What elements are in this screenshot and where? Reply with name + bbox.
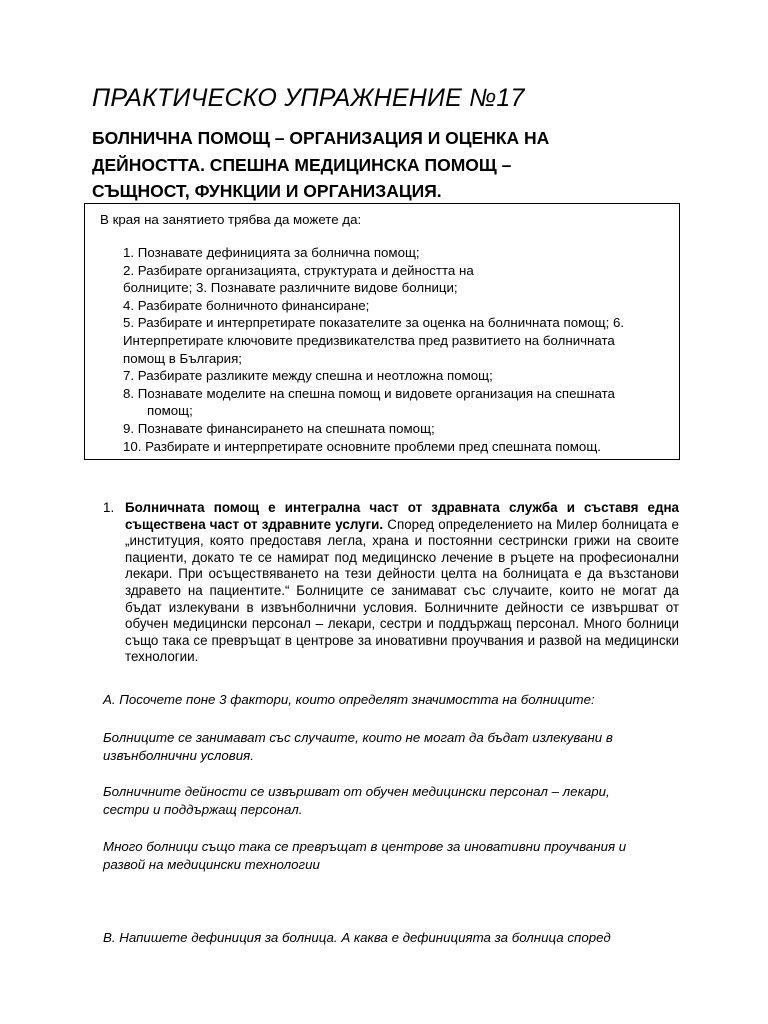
objective-line: 9. Познавате финансирането на спешната помощ;: [123, 420, 435, 436]
answer-line: Много болници също така се превръщат в центрове за иновативни проучвания и: [103, 839, 627, 854]
objective-line: помощ в България;: [123, 350, 242, 366]
section-1-body: Според определението на Милер болницата е „институция, която предоставя легла, храна и постоянни сестрински грижи на своите пациенти, докато те се намират под медицинско лечение в ръцете на професионални лекари. При осъществяването на тези дейности целта на болницата е да възстанови здравето на пациентите.“ Болниците се занимават със случаите, които не могат да бъдат излекувани в извънболнични условия. Болничните дейности се извършват от обучен медицински персонал – лекари, сестри и поддържащ персонал. Много болници също така се превръщат в центрове за иновативни проучвания и развой на медицински технологии.: [125, 516, 679, 665]
topic-heading-line: ДЕЙНОСТТА. СПЕШНА МЕДИЦИНСКА ПОМОЩ –: [92, 154, 512, 175]
section-number: 1.: [103, 500, 115, 515]
answer-line: Болничните дейности се извършват от обучен медицински персонал – лекари,: [103, 784, 610, 799]
learning-objectives-box: [84, 203, 680, 460]
section-1: [103, 500, 679, 666]
topic-heading: [92, 125, 652, 205]
objectives-list: [123, 244, 679, 455]
objective-line: 10. Разбирате и интерпретирате основните проблеми пред спешната помощ.: [123, 438, 601, 454]
objectives-intro: В края на занятието трябва да можете да:: [100, 212, 362, 227]
section-1-lead: Болничната помощ е интегрална част от здравната служба и съставя една съществена част от здравните услуги.: [125, 500, 679, 532]
answer-1: [103, 729, 683, 765]
question-a: А. Посочете поне 3 фактори, които определят значимостта на болниците:: [103, 692, 595, 707]
objective-line: болниците; 3. Познавате различните видове болници;: [123, 280, 458, 296]
topic-heading-line: СЪЩНОСТ, ФУНКЦИИ И ОРГАНИЗАЦИЯ.: [92, 181, 442, 201]
answer-2: [103, 783, 683, 819]
answer-line: сестри и поддържащ персонал.: [103, 802, 303, 817]
answer-line: Болниците се занимават със случаите, които не могат да бъдат излекувани в: [103, 730, 613, 745]
answer-line: развой на медицински технологии: [103, 857, 320, 872]
objective-line: помощ;: [147, 403, 193, 419]
objective-line: 2. Разбирате организацията, структурата и дейността на: [123, 262, 474, 278]
page-title: ПРАКТИЧЕСКО УПРАЖНЕНИЕ №17: [92, 84, 525, 112]
answer-3: [103, 838, 683, 874]
topic-heading-line: БОЛНИЧНА ПОМОЩ – ОРГАНИЗАЦИЯ И ОЦЕНКА НА: [92, 128, 550, 148]
objective-line: 7. Разбирате разликите между спешна и неотложна помощ;: [123, 368, 493, 384]
objective-line: Интерпретирате ключовите предизвикателства пред развитието на болничната: [123, 332, 615, 348]
objective-line: 1. Познавате дефиницията за болнична помощ;: [123, 245, 420, 260]
objective-line: 4. Разбирате болничното финансиране;: [123, 297, 370, 313]
objective-line: 5. Разбирате и интерпретирате показателите за оценка на болничната помощ; 6.: [123, 315, 625, 331]
answer-line: извънболнични условия.: [103, 748, 254, 763]
section-1-paragraph: [125, 500, 679, 666]
objective-line: 8. Познавате моделите на спешна помощ и видовете организация на спешната: [123, 385, 615, 401]
question-b: B. Напишете дефиниция за болница. А каква е дефиницията за болница според: [103, 930, 611, 945]
